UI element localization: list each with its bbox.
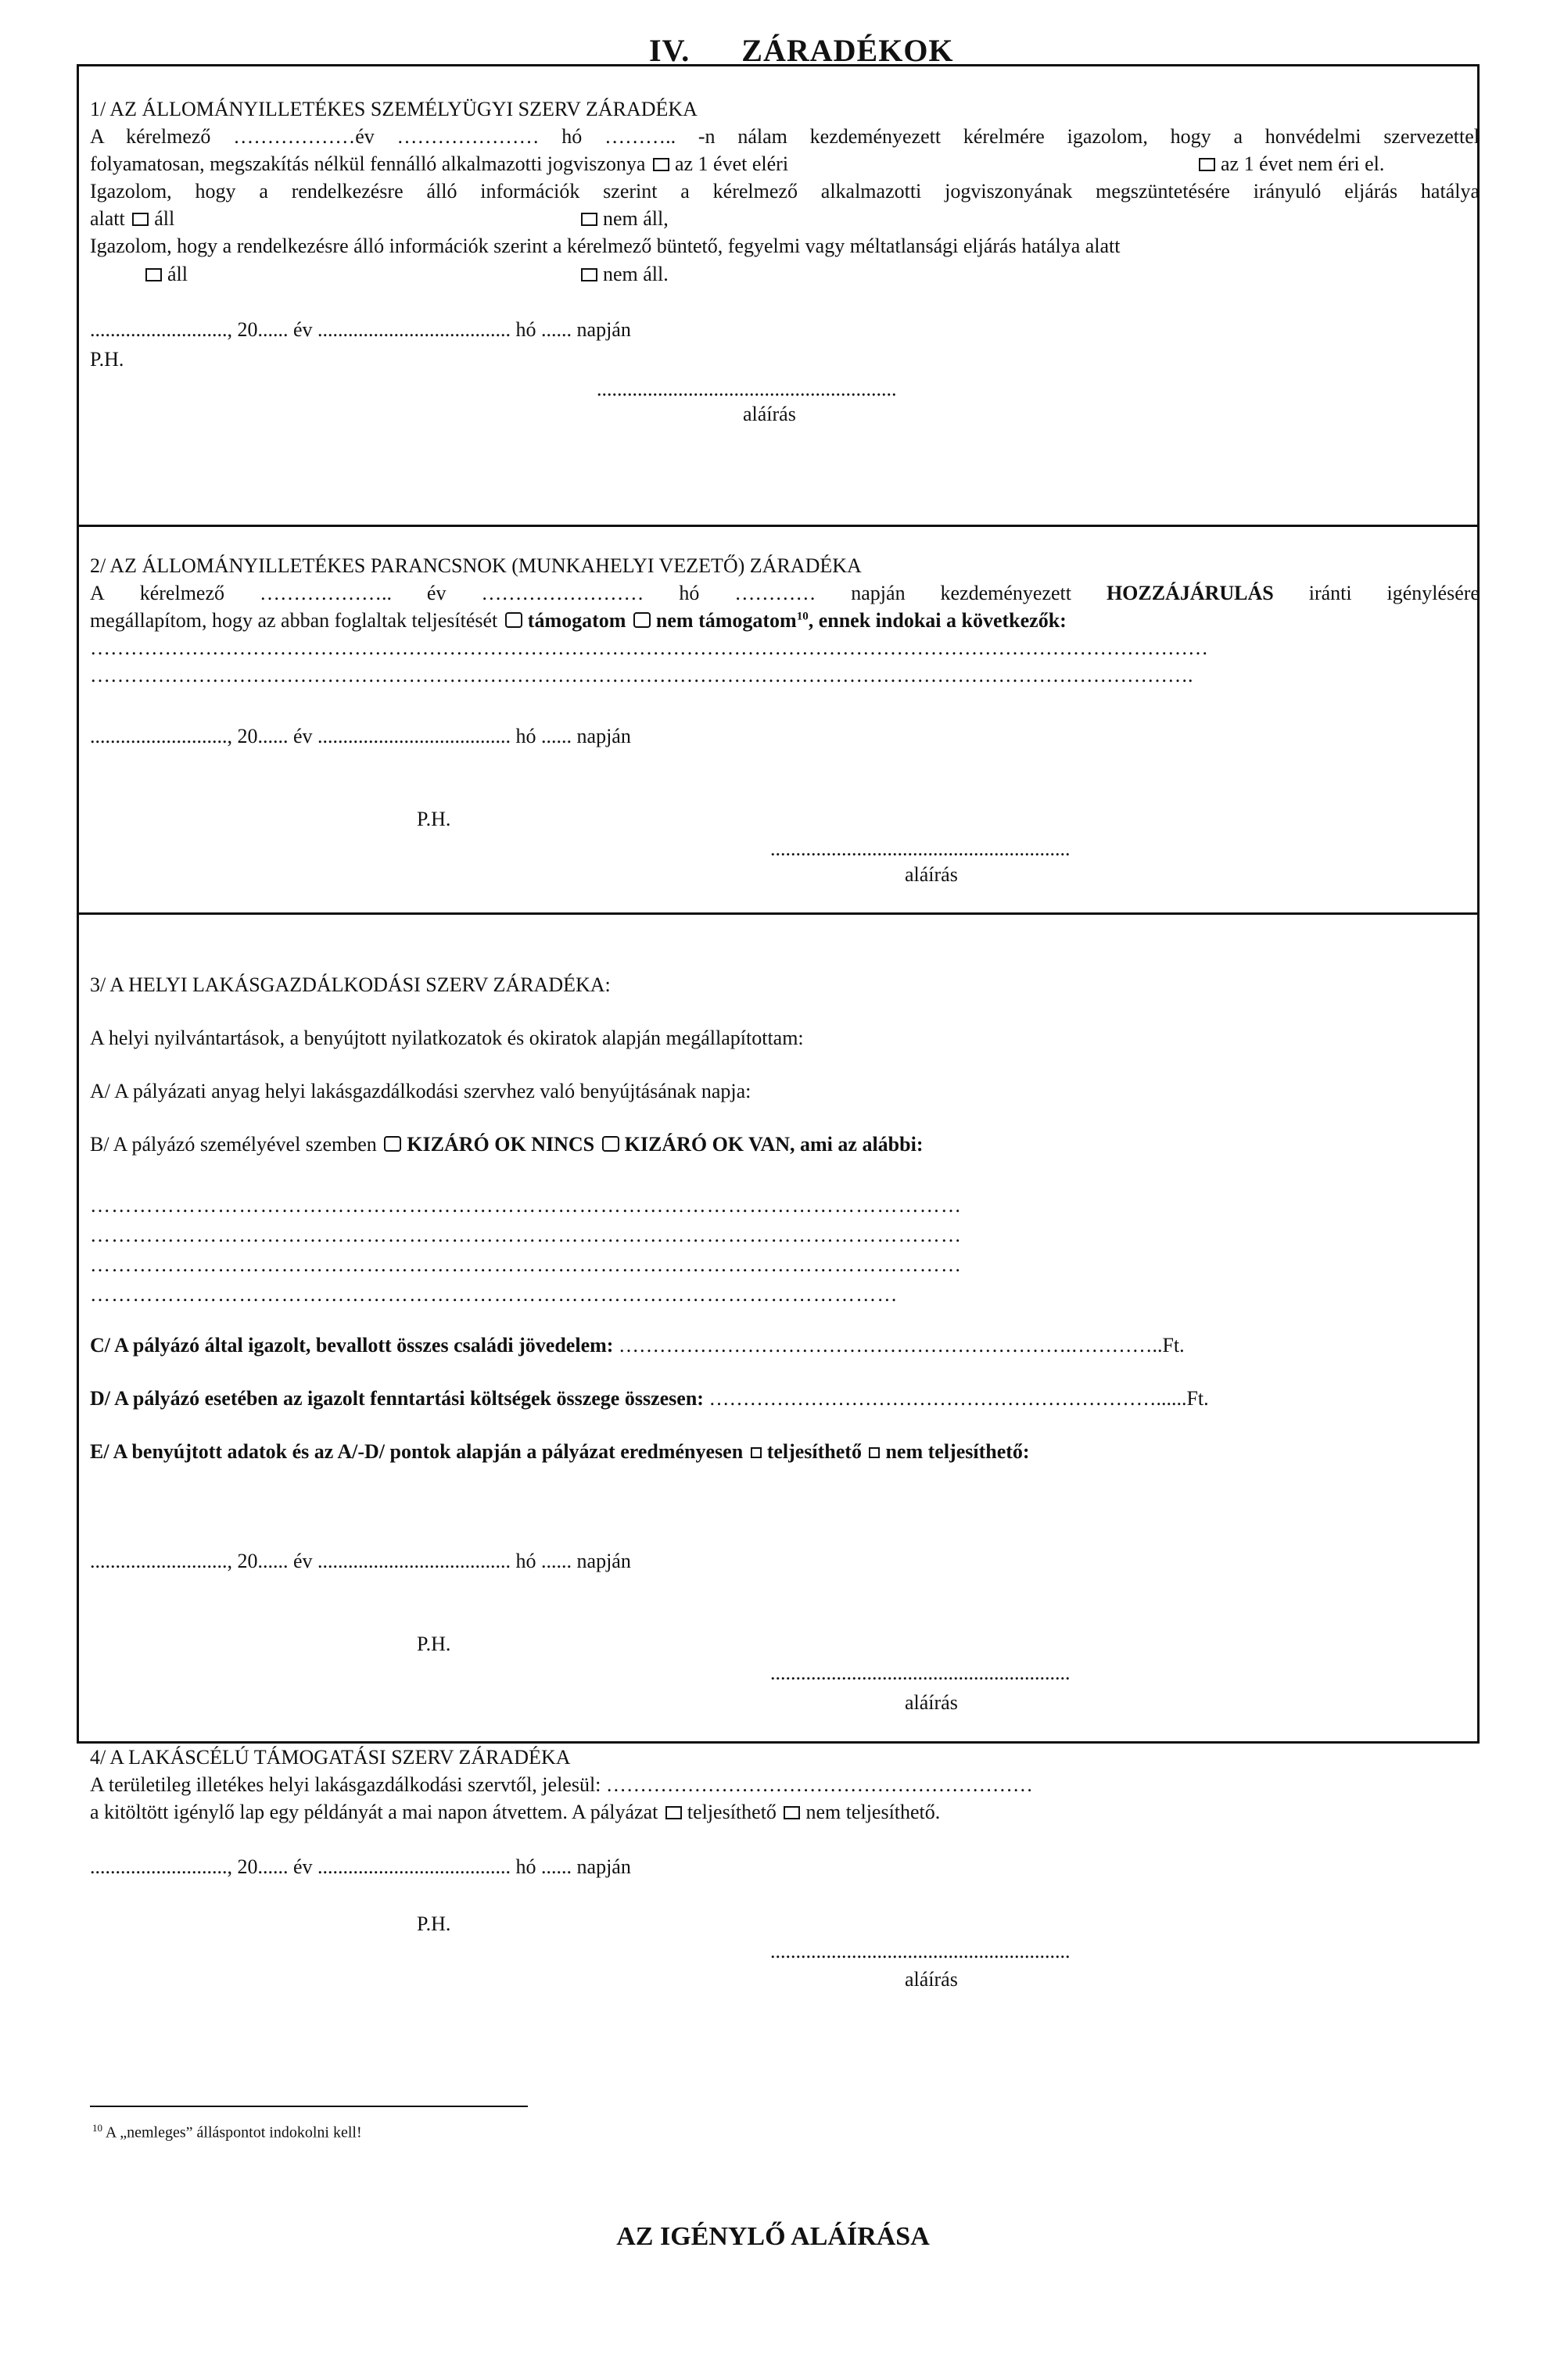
footnote xyxy=(92,2121,362,2144)
clause-2-l1-h: napján xyxy=(851,582,906,605)
label-all-1: áll xyxy=(154,207,175,231)
clause-2-l1-a: A xyxy=(90,582,105,605)
label-all-2: áll xyxy=(167,262,188,285)
clause-2-l1-j: HOZZÁJÁRULÁS xyxy=(1106,582,1274,605)
clause-4-signature-label: aláírás xyxy=(905,1968,958,1991)
clause-1-date-line[interactable]: ..........................., 20...... év ...................................... hó ...... napján xyxy=(90,318,631,341)
clause-2-line-1 xyxy=(90,579,1480,607)
footnote-text: A „nemleges” álláspontot indokolni kell! xyxy=(105,2124,362,2142)
checkbox-e-teljesitheto[interactable] xyxy=(751,1447,762,1458)
clause-4-line-2 xyxy=(90,1798,940,1826)
checkbox-nem-all-1[interactable] xyxy=(581,213,597,226)
section-number: IV. xyxy=(649,33,690,68)
clause-2-signature-line[interactable]: ........................................................... xyxy=(770,837,1071,860)
clause-3-point-b-text: B/ A pályázó személyével szemben xyxy=(90,1133,377,1156)
label-nem-eri: az 1 évet nem éri el. xyxy=(1221,152,1385,176)
label-4-teljesitheto: teljesíthető xyxy=(687,1801,777,1823)
label-tamogatom: támogatom xyxy=(527,609,626,633)
clause-1-line-4 xyxy=(90,205,1480,232)
clause-1-signature-line[interactable]: ........................................................... xyxy=(597,378,897,400)
label-nem-all-1: nem áll, xyxy=(603,207,669,231)
clause-4-date-line[interactable]: ..........................., 20...... év ...................................... hó ...... napján xyxy=(90,1855,631,1878)
clause-2-signature-label: aláírás xyxy=(905,863,958,886)
checkbox-all-1[interactable] xyxy=(132,213,149,226)
clause-3-ph: P.H. xyxy=(417,1633,451,1655)
checkbox-kizaro-van[interactable] xyxy=(602,1136,619,1152)
footnote-divider xyxy=(90,2106,528,2107)
clause-2-l1-d: év xyxy=(426,582,447,605)
applicant-signature-title: AZ IGÉNYLŐ ALÁÍRÁSA xyxy=(616,2222,930,2251)
checkbox-nem-tamogatom[interactable] xyxy=(633,612,651,628)
label-kizaro-nincs: KIZÁRÓ OK NINCS xyxy=(407,1133,595,1156)
opt-nem-all-2-wrap xyxy=(579,260,669,288)
clause-1-line-1: A kérelmező ………………év ………………… hó ……….. -n nálam kezdeményezett kérelmére igazolom, hogy a honvédelmi szervezettel xyxy=(90,125,1480,149)
label-nem-tamogatom: nem támogatom xyxy=(655,609,797,633)
clause-3-heading: 3/ A HELYI LAKÁSGAZDÁLKODÁSI SZERV ZÁRADÉKA: xyxy=(90,973,611,996)
opt-nem-eri-wrap xyxy=(1196,150,1384,177)
clause-3-reason-line-3[interactable]: …………………………………………………………………………………………………………… xyxy=(90,1253,963,1276)
clause-1-signature-label: aláírás xyxy=(743,403,796,425)
clause-3-signature-label: aláírás xyxy=(905,1691,958,1714)
clause-2-reason-line-2[interactable]: ………………………………………………………………………………………………………………………………………………. xyxy=(90,664,1193,687)
clause-4-heading: 4/ A LAKÁSCÉLÚ TÁMOGATÁSI SZERV ZÁRADÉKA xyxy=(90,1746,571,1769)
clause-3-reason-line-4[interactable]: …………………………………………………………………………………………………… xyxy=(90,1283,899,1306)
checkbox-4-nem-teljesitheto[interactable] xyxy=(784,1806,800,1819)
clause-3-point-e-text: E/ A benyújtott adatok és az A/-D/ pontok alapján a pályázat eredményesen xyxy=(90,1440,744,1463)
label-eleri: az 1 évet eléri xyxy=(674,152,789,176)
clause-2-l1-c: ……………….. xyxy=(259,582,392,605)
clause-2-heading: 2/ AZ ÁLLOMÁNYILLETÉKES PARANCSNOK (MUNKAHELYI VEZETŐ) ZÁRADÉKA xyxy=(90,554,862,577)
clause-3-reason-line-2[interactable]: …………………………………………………………………………………………………………… xyxy=(90,1224,963,1246)
clause-3-point-d xyxy=(90,1385,1209,1412)
clause-2-line-2-tail: , ennek indokai a következők: xyxy=(808,609,1067,633)
checkbox-nem-eri[interactable] xyxy=(1199,158,1215,171)
clause-2-line-2 xyxy=(90,607,1480,634)
clause-2-l1-f: hó xyxy=(679,582,700,605)
clause-2-l1-b: kérelmező xyxy=(139,582,224,605)
checkbox-tamogatom[interactable] xyxy=(505,612,522,628)
checkbox-eleri[interactable] xyxy=(653,158,669,171)
clause-1-line-6 xyxy=(90,260,1480,288)
clause-3-signature-line[interactable]: ........................................................... xyxy=(770,1661,1071,1684)
label-nem-all-2: nem áll. xyxy=(603,262,669,285)
clause-2-l1-k: iránti xyxy=(1308,582,1352,605)
clause-4-signature-line[interactable]: ........................................................... xyxy=(770,1940,1071,1962)
checkbox-nem-all-2[interactable] xyxy=(581,268,597,281)
clause-2-date-line[interactable]: ..........................., 20...... év ...................................... hó ...... napján xyxy=(90,725,631,747)
checkbox-e-nem-teljesitheto[interactable] xyxy=(869,1447,880,1458)
clause-1-line-2 xyxy=(90,150,1480,177)
clause-3-reason-line-1[interactable]: …………………………………………………………………………………………………………… xyxy=(90,1194,963,1217)
clause-4-line-1[interactable]: A területileg illetékes helyi lakásgazdálkodási szervtől, jelesül: ……………………………………………………… xyxy=(90,1773,1033,1796)
clause-3-point-c-label: C/ A pályázó által igazolt, bevallott összes családi jövedelem: xyxy=(90,1334,614,1357)
clause-3-point-e xyxy=(90,1438,1030,1465)
label-e-teljesitheto: teljesíthető xyxy=(766,1440,862,1463)
clause-2-l1-g: ………… xyxy=(734,582,816,605)
checkbox-4-teljesitheto[interactable] xyxy=(665,1806,682,1819)
clause-3-point-a: A/ A pályázati anyag helyi lakásgazdálkodási szervhez való benyújtásának napja: xyxy=(90,1080,751,1102)
label-4-nem-teljesitheto: nem teljesíthető. xyxy=(805,1801,941,1823)
clause-1-ph: P.H. xyxy=(90,348,124,371)
clause-1-line-3: Igazolom, hogy a rendelkezésre álló információk szerint a kérelmező alkalmazotti jogviszonyának megszüntetésére irányuló eljárás hatálya xyxy=(90,180,1480,203)
clause-3-date-line[interactable]: ..........................., 20...... év ...................................... hó ...... napján xyxy=(90,1550,631,1572)
clause-3-point-b xyxy=(90,1131,923,1158)
clause-3-point-c xyxy=(90,1332,1185,1359)
clause-2-ph: P.H. xyxy=(417,808,451,830)
clause-2-line-2-text: megállapítom, hogy az abban foglaltak teljesítését xyxy=(90,609,498,633)
clause-3-costs-field[interactable]: …………………………………………………………......Ft. xyxy=(708,1387,1209,1410)
clause-1-line-4-text: alatt xyxy=(90,207,125,231)
clause-2-l1-l: igénylésére xyxy=(1386,582,1480,605)
footnote-ref: 10 xyxy=(796,610,809,623)
clause-1-heading: 1/ AZ ÁLLOMÁNYILLETÉKES SZEMÉLYÜGYI SZERV ZÁRADÉKA xyxy=(90,98,698,120)
checkbox-kizaro-nincs[interactable] xyxy=(384,1136,401,1152)
checkbox-all-2[interactable] xyxy=(145,268,162,281)
clause-3-intro: A helyi nyilvántartások, a benyújtott nyilatkozatok és okiratok alapján megállapítottam: xyxy=(90,1027,804,1049)
label-e-nem-teljesitheto: nem teljesíthető: xyxy=(885,1440,1030,1463)
clause-2-l1-i: kezdeményezett xyxy=(940,582,1071,605)
label-kizaro-van: KIZÁRÓ OK VAN, ami az alábbi: xyxy=(624,1133,924,1156)
clause-4-ph: P.H. xyxy=(417,1912,451,1935)
clause-2-reason-line-1[interactable]: ………………………………………………………………………………………………………………………………………………… xyxy=(90,636,1208,660)
clause-1-line-5: Igazolom, hogy a rendelkezésre álló információk szerint a kérelmező büntető, fegyelmi vagy méltatlansági eljárás hatálya alatt xyxy=(90,235,1121,258)
section-title-text: ZÁRADÉKOK xyxy=(741,33,954,68)
clause-2 xyxy=(90,552,1480,689)
clause-3-income-field[interactable]: ………………………………………………………….…………..Ft. xyxy=(618,1334,1185,1357)
clause-4-line-2-text: a kitöltött igénylő lap egy példányát a mai napon átvettem. A pályázat xyxy=(90,1801,658,1823)
clause-1 xyxy=(90,95,1480,288)
clause-1-line-2-text: folyamatosan, megszakítás nélkül fennálló alkalmazotti jogviszonya xyxy=(90,152,646,176)
clause-2-l1-e: …………………… xyxy=(481,582,644,605)
opt-nem-all-1-wrap xyxy=(579,205,669,232)
clause-3-point-d-label: D/ A pályázó esetében az igazolt fenntartási költségek összege összesen: xyxy=(90,1387,704,1410)
footnote-number: 10 xyxy=(92,2122,102,2134)
